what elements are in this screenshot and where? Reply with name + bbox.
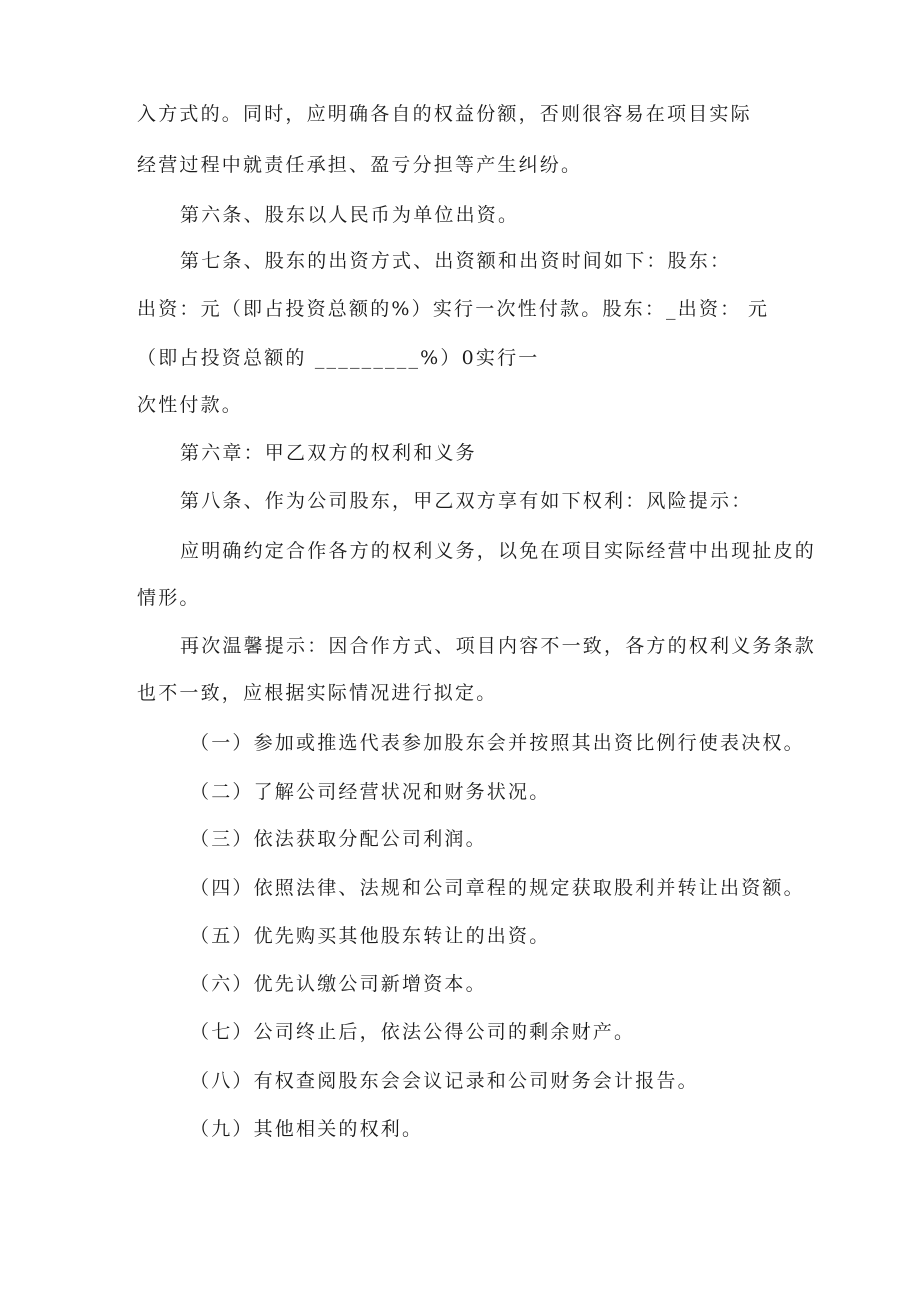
list-item: （五）优先购买其他股东转让的出资。: [190, 925, 551, 947]
paragraph-line: 经营过程中就责任承担、盈亏分担等产生纠纷。: [137, 154, 583, 176]
paragraph-line: 应明确约定合作各方的权利义务，以免在项目实际经营中出现扯皮的: [180, 540, 817, 562]
list-item: （七）公司终止后，依法公得公司的剩余财产。: [190, 1021, 636, 1043]
reminder-line: 再次温馨提示：因合作方式、项目内容不一致，各方的权利义务条款: [180, 635, 817, 657]
list-item: （九）其他相关的权利。: [190, 1118, 424, 1140]
list-item: （四）依照法律、法规和公司章程的规定获取股利并转让出资额。: [190, 877, 805, 899]
article-6-line: 第六条、股东以人民币为单位出资。: [180, 204, 520, 226]
list-item: （六）优先认缴公司新增资本。: [190, 973, 487, 995]
list-item: （一）参加或推选代表参加股东会并按照其出资比例行使表决权。: [190, 732, 805, 754]
list-item: （二）了解公司经营状况和财务状况。: [190, 781, 551, 803]
chapter-6-heading: 第六章：甲乙双方的权利和义务: [180, 442, 477, 464]
list-item: （八）有权查阅股东会会议记录和公司财务会计报告。: [190, 1070, 699, 1092]
paragraph-line: 元: [748, 298, 770, 320]
article-8-line: 第八条、作为公司股东，甲乙双方享有如下权利：风险提示：: [180, 490, 753, 512]
paragraph-line: 次性付款。: [137, 394, 244, 416]
paragraph-line: 入方式的。同时，应明确各自的权益份额，否则很容易在项目实际: [137, 103, 752, 125]
list-item: （三）依法获取分配公司利润。: [190, 828, 487, 850]
reminder-line: 也不一致，应根据实际情况进行拟定。: [137, 682, 498, 704]
paragraph-line: 情形。: [137, 587, 201, 609]
paragraph-line: 出资：元（即占投资总额的%）实行一次性付款。股东：_出资：: [137, 298, 742, 320]
article-7-line: 第七条、股东的出资方式、出资额和出资时间如下：股东：: [180, 250, 732, 272]
paragraph-line: （即占投资总额的 _________%）0实行一: [137, 347, 540, 369]
